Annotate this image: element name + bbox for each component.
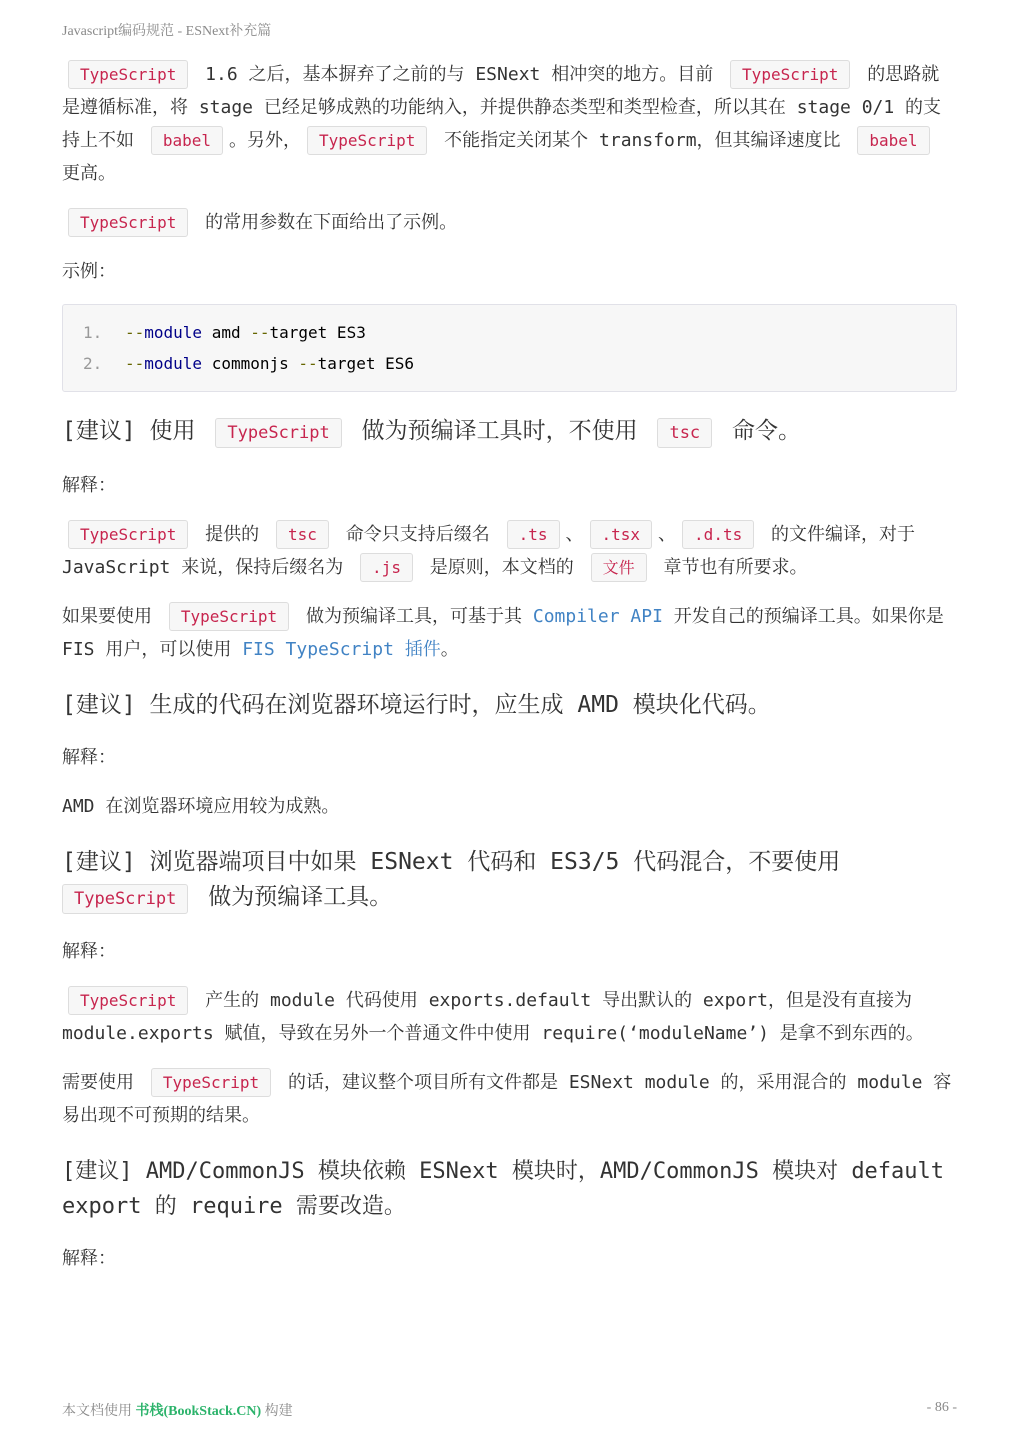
- paragraph-params: TypeScript 的常用参数在下面给出了示例。: [62, 206, 957, 239]
- compiler-api-link[interactable]: Compiler API: [532, 606, 663, 627]
- paragraph-compiler-api: 如果要使用 TypeScript 做为预编译工具，可基于其 Compiler API 开发自己的预编译工具。如果你是 FIS 用户，可以使用 FIS TypeScript 插件。: [62, 600, 957, 666]
- example-label: 示例：: [62, 261, 116, 282]
- code-line: 2. --module commonjs --target ES6: [83, 348, 936, 379]
- line-number: 2.: [83, 354, 103, 373]
- paragraph-amd-mature: AMD 在浏览器环境应用较为成熟。: [62, 796, 340, 817]
- inline-code: babel: [857, 126, 929, 155]
- page-number: - 86 -: [926, 1400, 957, 1415]
- inline-code: tsc: [276, 520, 329, 549]
- inline-code: TypeScript: [151, 1068, 271, 1097]
- inline-code: TypeScript: [68, 986, 188, 1015]
- inline-code: TypeScript: [62, 884, 188, 914]
- bookstack-link[interactable]: 书栈(BookStack.CN): [135, 1404, 262, 1419]
- document-content: [62, 58, 957, 1291]
- explain-label: 解释：: [62, 1248, 116, 1269]
- explain-label: 解释：: [62, 747, 116, 768]
- inline-code: TypeScript: [68, 208, 188, 237]
- inline-code: babel: [151, 126, 223, 155]
- inline-code: TypeScript: [169, 602, 289, 631]
- paragraph-typescript-intro: TypeScript 1.6 之后，基本摒弃了之前的与 ESNext 相冲突的地方。目前 TypeScript 的思路就是遵循标准，将 stage 已经足够成熟的功能纳入，并提供静态类型和类型检查，所以其在 stage 0/1 的支持上不如 babel 。另外， TypeScript 不能指定关闭某个 transform，但其编译速度比 babel 更高。: [62, 58, 957, 190]
- inline-code: TypeScript: [307, 126, 427, 155]
- code-block: [62, 304, 957, 392]
- explain-label: 解释：: [62, 475, 116, 496]
- inline-code: TypeScript: [215, 418, 341, 448]
- inline-code: TypeScript: [68, 520, 188, 549]
- explain-label: 解释：: [62, 941, 116, 962]
- page-header: Javascript编码规范 - ESNext补充篇: [62, 24, 272, 39]
- inline-code: TypeScript: [730, 60, 850, 89]
- heading-no-tsc: [建议] 使用 TypeScript 做为预编译工具时，不使用 tsc 命令。: [62, 414, 957, 451]
- inline-code: .ts: [507, 520, 560, 549]
- heading-amd-output: [建议] 生成的代码在浏览器环境运行时，应生成 AMD 模块化代码。: [62, 692, 771, 718]
- inline-code-file-link[interactable]: 文件: [591, 553, 647, 582]
- paragraph-exports-default: TypeScript 产生的 module 代码使用 exports.default 导出默认的 export，但是没有直接为 module.exports 赋值，导致在另外一个普通文件中使用 require(‘moduleName’) 是拿不到东西的。: [62, 984, 957, 1050]
- paragraph-esnext-module: 需要使用 TypeScript 的话，建议整个项目所有文件都是 ESNext module 的，采用混合的 module 容易出现不可预期的结果。: [62, 1066, 957, 1132]
- inline-code: .js: [360, 553, 413, 582]
- inline-code: TypeScript: [68, 60, 188, 89]
- inline-code: tsc: [657, 418, 712, 448]
- heading-mixed-code: [建议] 浏览器端项目中如果 ESNext 代码和 ES3/5 代码混合，不要使用 TypeScript 做为预编译工具。: [62, 845, 957, 917]
- code-line: 1. --module amd --target ES3: [83, 317, 936, 348]
- fis-typescript-plugin-link[interactable]: FIS TypeScript 插件: [242, 639, 441, 660]
- inline-code: .tsx: [590, 520, 653, 549]
- heading-default-export: [建议] AMD/CommonJS 模块依赖 ESNext 模块时，AMD/CommonJS 模块对 default export 的 require 需要改造。: [62, 1159, 945, 1219]
- inline-code: .d.ts: [682, 520, 754, 549]
- line-number: 1.: [83, 323, 103, 342]
- page-footer: 本文档使用 书栈(BookStack.CN) 构建 - 86 -: [62, 1400, 957, 1419]
- paragraph-tsc-explain: TypeScript 提供的 tsc 命令只支持后缀名 .ts 、 .tsx 、 .d.ts 的文件编译，对于 JavaScript 来说，保持后缀名为 .js 是原则，本文档的 文件 章节也有所要求。: [62, 518, 957, 584]
